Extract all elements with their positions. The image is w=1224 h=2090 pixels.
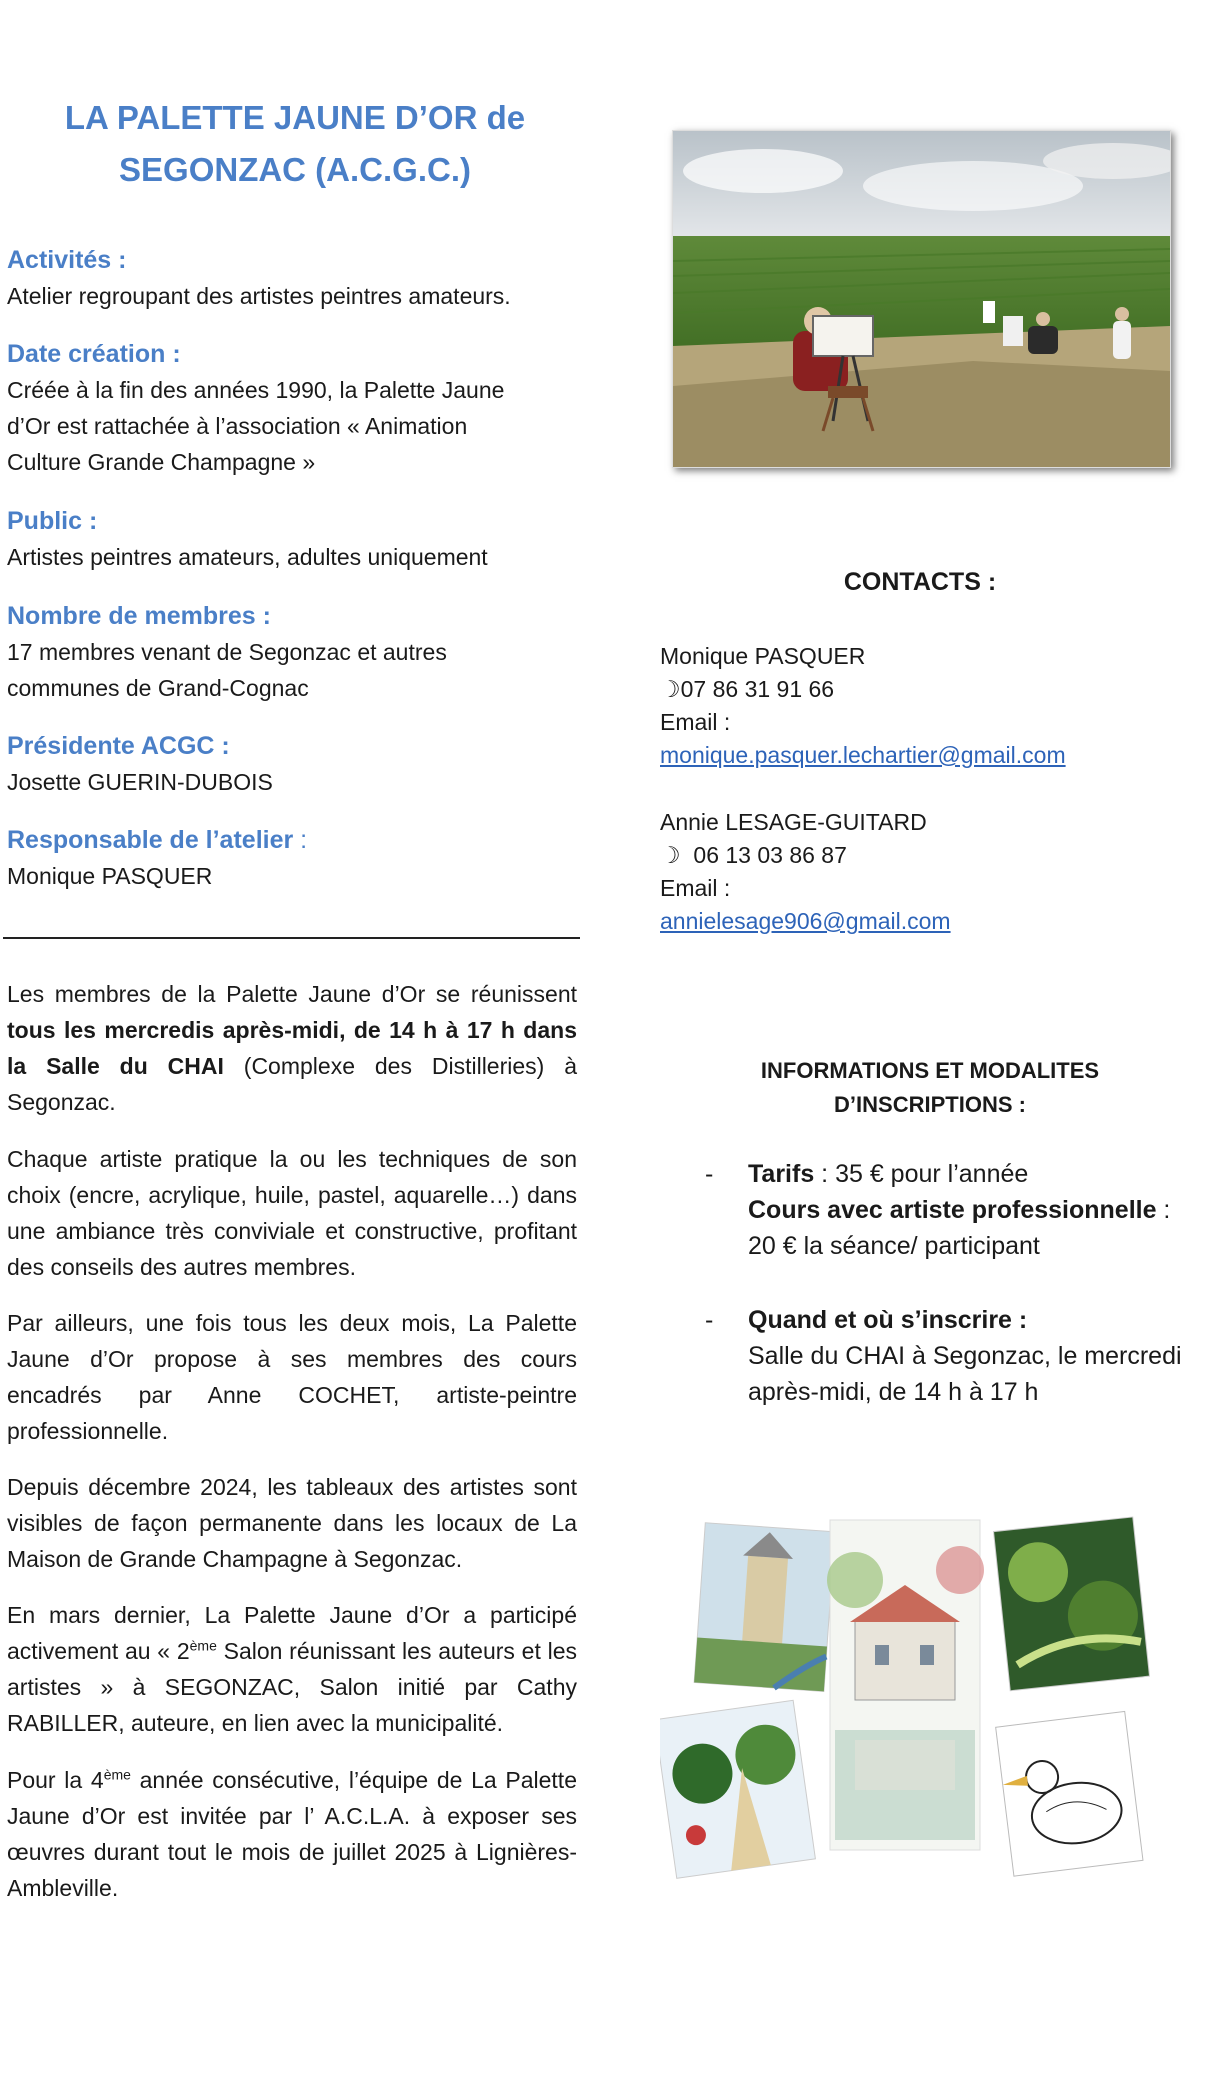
membres-line-2: communes de Grand-Cognac [7, 675, 309, 701]
section-date-creation: Date création : Créée à la fin des années 1990, la Palette Jaune d’Or est rattachée à l’association « Animation Culture Grande Champagne » [7, 336, 587, 480]
paragraph-1: Les membres de la Palette Jaune d’Or se réunissent tous les mercredis après-midi, de 14 h à 17 h dans la Salle du CHAI (Complexe des Distilleries) à Segonzac. [7, 981, 577, 1115]
contact-1-name: Monique PASQUER [660, 643, 866, 669]
inscriptions-title: INFORMATIONS ET MODALITES D’INSCRIPTIONS : [760, 1058, 1100, 1117]
paragraph-4: Depuis décembre 2024, les tableaux des artistes sont visibles de façon permanente dans les locaux de La Maison de Grande Champagne à Segonzac. [7, 1474, 577, 1572]
responsable-label: Responsable de l’atelier [7, 826, 294, 854]
contact-1-phone[interactable]: 07 86 31 91 66 [680, 676, 835, 702]
cours-label: Cours avec artiste professionnelle [748, 1196, 1157, 1224]
contact-1-email-link[interactable]: monique.pasquer.lechartier@gmail.com [660, 742, 1066, 768]
paragraph-5: En mars dernier, La Palette Jaune d’Or a participé activement au « 2ème Salon réunissant les auteurs et les artistes » à SEGONZAC, Salon initié par Cathy RABILLER, auteure, en lien avec la municipalité. [7, 1602, 577, 1736]
phone-moon-icon: ☽ [660, 676, 681, 702]
public-value: Artistes peintres amateurs, adultes uniquement [7, 544, 488, 570]
quand-bullet: - Quand et où s’inscrire : Salle du CHAI à Segonzac, le mercredi après-midi, de 14 h à 17 h [705, 1306, 1182, 1406]
quand-label: Quand et où s’inscrire : [748, 1306, 1028, 1334]
contact-2-email-link[interactable]: annielesage906@gmail.com [660, 908, 951, 934]
phone-moon-icon: ☽ [660, 842, 681, 868]
section-membres: Nombre de membres : 17 membres venant de Segonzac et autres communes de Grand-Cognac [7, 598, 587, 706]
title-line-1: LA PALETTE JAUNE D’OR de [64, 99, 526, 136]
painting-garden [660, 1700, 815, 1878]
divider [3, 937, 580, 939]
presidente-value: Josette GUERIN-DUBOIS [7, 769, 273, 795]
tarifs-label: Tarifs [748, 1160, 815, 1188]
contacts-title: CONTACTS : [843, 568, 997, 596]
painting-duck [996, 1711, 1143, 1876]
contact-2-name: Annie LESAGE-GUITARD [660, 809, 927, 835]
contact-1 [660, 640, 1200, 772]
meeting-times: tous les mercredis après-midi, de 14 h à 17 h dans la Salle du CHAI [7, 1017, 577, 1079]
membres-line-1: 17 membres venant de Segonzac et autres [7, 639, 447, 665]
tarifs-bullet: - Tarifs : 35 € pour l’année Cours avec artiste professionnelle : 20 € la séance/ participant [705, 1160, 1171, 1260]
section-responsable: Responsable de l’atelier : Monique PASQUER [7, 822, 587, 894]
contact-2-phone[interactable]: 06 13 03 86 87 [693, 842, 847, 868]
public-label: Public [7, 507, 83, 535]
cours-value: : 20 € la séance/ participant [748, 1196, 1171, 1260]
section-public: Public : Artistes peintres amateurs, adultes uniquement [7, 503, 587, 575]
activites-value: Atelier regroupant des artistes peintres amateurs. [7, 283, 511, 309]
landscape-photo [672, 130, 1171, 468]
contact-1-email-label: Email : [660, 709, 731, 735]
tarifs-value: : 35 € pour l’année [814, 1160, 1029, 1188]
paragraph-2: Chaque artiste pratique la ou les techniques de son choix (encre, acrylique, huile, pastel, aquarelle…) dans une ambiance très conviviale et constructive, profitant des conseils des autres membres. [7, 1146, 577, 1280]
creation-label: Date création [7, 340, 166, 368]
contact-2-email-label: Email : [660, 875, 731, 901]
section-activites: Activités : Atelier regroupant des artistes peintres amateurs. [7, 242, 587, 314]
title-line-2: SEGONZAC (A.C.G.C.) [119, 151, 471, 188]
membres-label: Nombre de membres [7, 602, 256, 630]
painting-house [827, 1520, 984, 1850]
activites-label: Activités [7, 246, 112, 274]
responsable-value: Monique PASQUER [7, 863, 213, 889]
section-presidente: Présidente ACGC : Josette GUERIN-DUBOIS [7, 728, 587, 800]
quand-value: Salle du CHAI à Segonzac, le mercredi après-midi, de 14 h à 17 h [748, 1342, 1182, 1406]
page-title [40, 92, 550, 196]
painting-tower [694, 1523, 835, 1692]
artwork-collage [660, 1510, 1160, 1890]
creation-line-2: d’Or est rattachée à l’association « Animation [7, 413, 468, 439]
creation-line-1: Créée à la fin des années 1990, la Palette Jaune [7, 377, 505, 403]
painting-forest [994, 1517, 1150, 1691]
paragraph-3: Par ailleurs, une fois tous les deux mois, La Palette Jaune d’Or propose à ses membres des cours encadrés par Anne COCHET, artiste-peintre professionnelle. [7, 1310, 577, 1444]
presidente-label: Présidente ACGC [7, 732, 215, 760]
contact-2 [660, 806, 1200, 938]
creation-line-3: Culture Grande Champagne » [7, 449, 316, 475]
painters-in-vineyard-image [673, 131, 1170, 467]
paragraph-6: Pour la 4ème année consécutive, l’équipe de La Palette Jaune d’Or est invitée par l’ A.C.L.A. à exposer ses œuvres durant tout le mois de juillet 2025 à Lignières-Ambleville. [7, 1766, 577, 1901]
